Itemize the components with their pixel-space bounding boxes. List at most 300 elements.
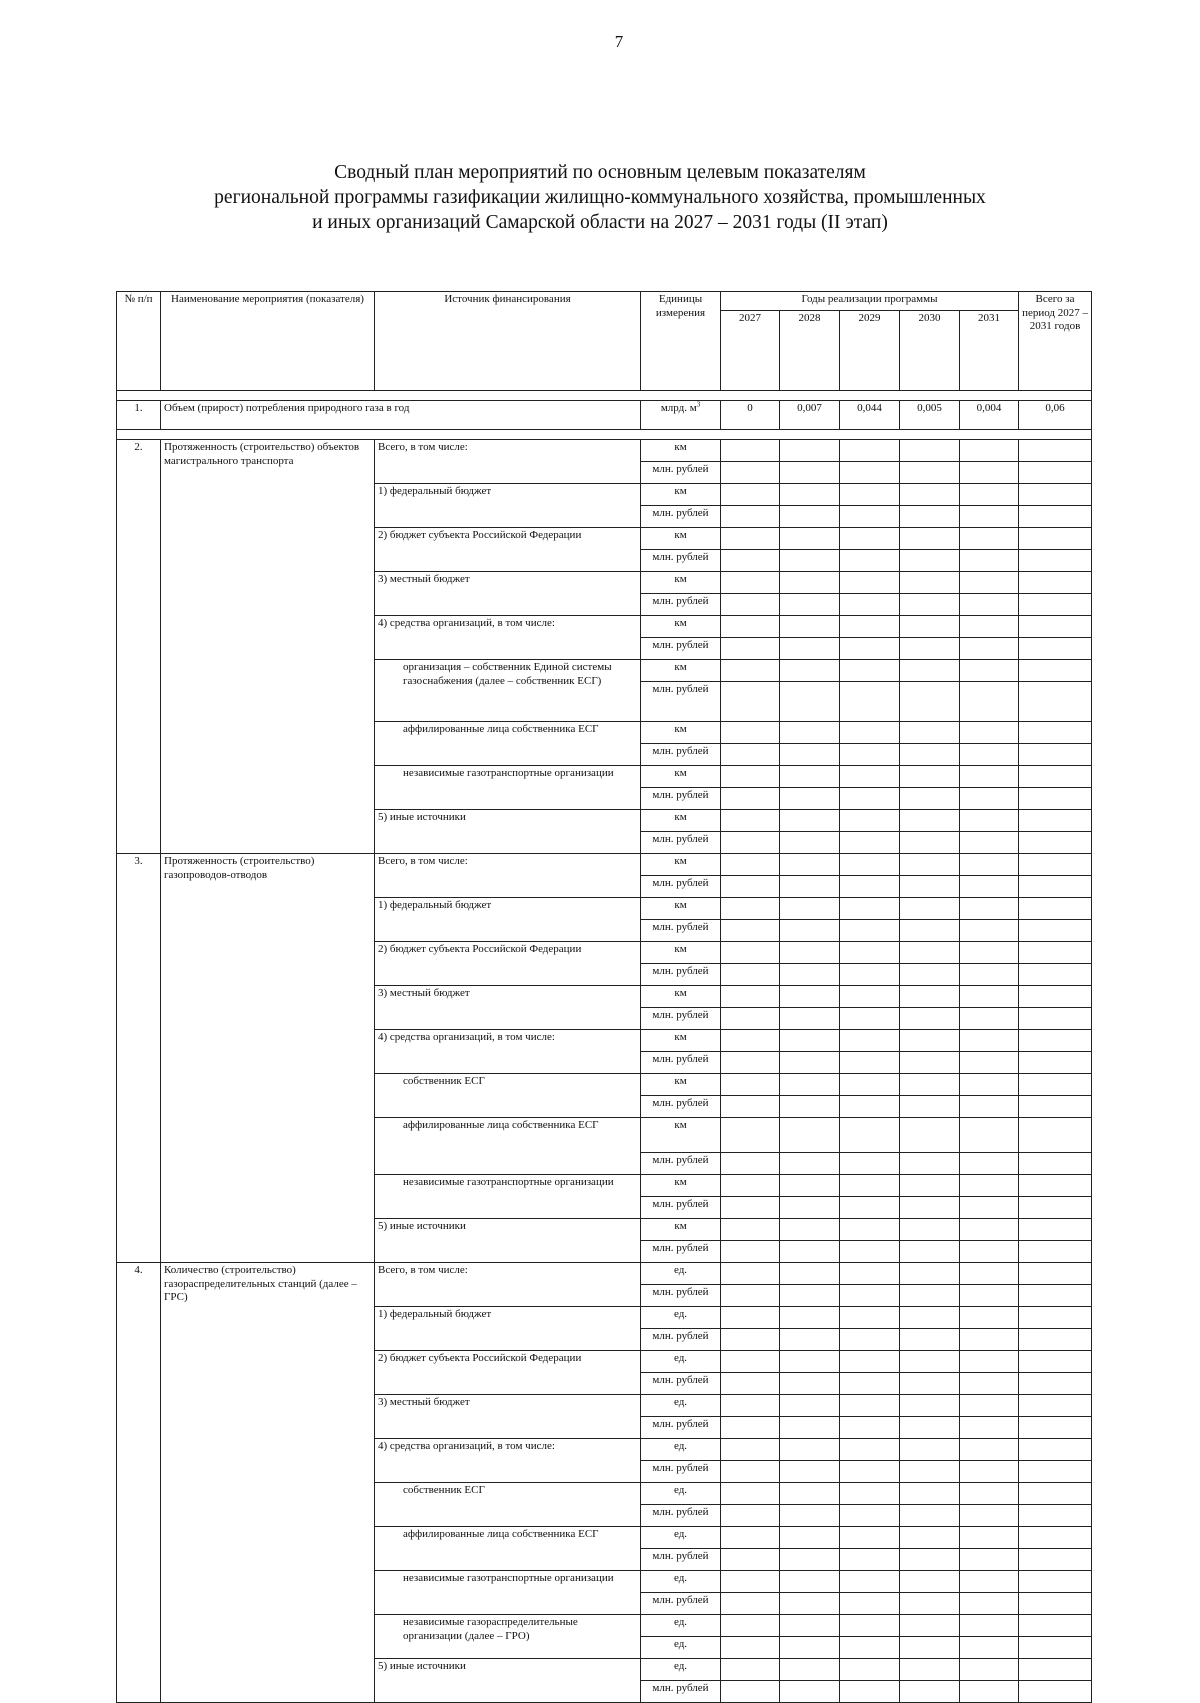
empty-value-cell xyxy=(721,506,780,528)
empty-value-cell xyxy=(960,986,1019,1008)
empty-value-cell xyxy=(780,1307,840,1329)
empty-value-cell xyxy=(1019,964,1092,986)
empty-value-cell xyxy=(960,832,1019,854)
empty-value-cell xyxy=(900,550,960,572)
empty-value-cell xyxy=(780,462,840,484)
unit-cell: ед. xyxy=(641,1351,721,1373)
empty-value-cell xyxy=(1019,854,1092,876)
source-total: Всего, в том числе: xyxy=(375,854,641,898)
empty-value-cell xyxy=(900,986,960,1008)
empty-value-cell xyxy=(840,1263,900,1285)
empty-value-cell xyxy=(721,1527,780,1549)
source-other: 5) иные источники xyxy=(375,810,641,854)
empty-value-cell xyxy=(900,1285,960,1307)
empty-value-cell xyxy=(721,1483,780,1505)
empty-value-cell xyxy=(1019,1571,1092,1593)
unit-cell: км xyxy=(641,616,721,638)
empty-value-cell xyxy=(1019,1219,1092,1241)
unit-cell: км xyxy=(641,1030,721,1052)
empty-value-cell xyxy=(900,1096,960,1118)
empty-value-cell xyxy=(900,1593,960,1615)
empty-value-cell xyxy=(840,744,900,766)
empty-value-cell xyxy=(1019,660,1092,682)
empty-value-cell xyxy=(900,1008,960,1030)
header-year: 2029 xyxy=(840,311,900,391)
empty-value-cell xyxy=(840,484,900,506)
empty-value-cell xyxy=(721,1351,780,1373)
empty-value-cell xyxy=(900,1263,960,1285)
empty-value-cell xyxy=(721,1417,780,1439)
empty-value-cell xyxy=(780,1096,840,1118)
empty-value-cell xyxy=(960,616,1019,638)
empty-value-cell xyxy=(1019,1549,1092,1571)
header-years-group: Годы реализации программы xyxy=(721,292,1019,311)
unit-cell: км xyxy=(641,942,721,964)
empty-value-cell xyxy=(780,660,840,682)
source-affiliated: аффилированные лица собственника ЕСГ xyxy=(375,1118,641,1175)
header-year: 2030 xyxy=(900,311,960,391)
source-gro: независимые газораспределительные организации (далее – ГРО) xyxy=(375,1615,641,1659)
empty-value-cell xyxy=(960,898,1019,920)
empty-value-cell xyxy=(900,1373,960,1395)
source-row xyxy=(117,1263,1092,1285)
unit-cell: млн. рублей xyxy=(641,744,721,766)
empty-value-cell xyxy=(900,1615,960,1637)
empty-value-cell xyxy=(840,1373,900,1395)
empty-value-cell xyxy=(780,1197,840,1219)
unit-cell: млн. рублей xyxy=(641,788,721,810)
unit-cell: км xyxy=(641,1118,721,1153)
empty-value-cell xyxy=(1019,744,1092,766)
empty-value-cell xyxy=(960,942,1019,964)
plan-table xyxy=(116,291,1092,1703)
empty-value-cell xyxy=(1019,1285,1092,1307)
empty-value-cell xyxy=(780,964,840,986)
unit-cell: км xyxy=(641,1074,721,1096)
empty-value-cell xyxy=(960,1637,1019,1659)
empty-value-cell xyxy=(960,594,1019,616)
empty-value-cell xyxy=(780,788,840,810)
source-regional: 2) бюджет субъекта Российской Федерации xyxy=(375,942,641,986)
empty-value-cell xyxy=(840,1659,900,1681)
empty-value-cell xyxy=(780,440,840,462)
empty-value-cell xyxy=(1019,876,1092,898)
empty-value-cell xyxy=(1019,722,1092,744)
item-name: Протяженность (строительство) объектов магистрального транспорта xyxy=(161,440,375,854)
empty-value-cell xyxy=(1019,1008,1092,1030)
empty-value-cell xyxy=(900,528,960,550)
empty-value-cell xyxy=(1019,766,1092,788)
unit-cell: млн. рублей xyxy=(641,550,721,572)
empty-value-cell xyxy=(1019,616,1092,638)
value-2027: 0 xyxy=(721,401,780,430)
empty-value-cell xyxy=(721,1307,780,1329)
item-name: Протяженность (строительство) газопроводов-отводов xyxy=(161,854,375,1263)
empty-value-cell xyxy=(721,1373,780,1395)
unit-cell: млн. рублей xyxy=(641,1241,721,1263)
item-unit xyxy=(641,401,721,430)
empty-value-cell xyxy=(960,876,1019,898)
empty-value-cell xyxy=(840,898,900,920)
unit-cell: млн. рублей xyxy=(641,1096,721,1118)
empty-value-cell xyxy=(780,1175,840,1197)
empty-value-cell xyxy=(780,1505,840,1527)
empty-value-cell xyxy=(1019,1681,1092,1703)
empty-value-cell xyxy=(840,1351,900,1373)
empty-value-cell xyxy=(840,1307,900,1329)
item-num: 3. xyxy=(117,854,161,1263)
empty-value-cell xyxy=(721,1153,780,1175)
empty-value-cell xyxy=(1019,1461,1092,1483)
empty-value-cell xyxy=(721,1197,780,1219)
empty-value-cell xyxy=(900,766,960,788)
item-num: 1. xyxy=(117,401,161,430)
empty-value-cell xyxy=(840,1197,900,1219)
empty-value-cell xyxy=(721,484,780,506)
empty-value-cell xyxy=(840,1153,900,1175)
empty-value-cell xyxy=(780,1417,840,1439)
header-unit: Единицы измерения xyxy=(641,292,721,391)
empty-value-cell xyxy=(780,920,840,942)
empty-value-cell xyxy=(1019,572,1092,594)
empty-value-cell xyxy=(1019,1153,1092,1175)
empty-value-cell xyxy=(780,766,840,788)
empty-value-cell xyxy=(780,594,840,616)
header-year: 2028 xyxy=(780,311,840,391)
empty-value-cell xyxy=(840,1483,900,1505)
source-row xyxy=(117,854,1092,876)
empty-value-cell xyxy=(960,788,1019,810)
empty-value-cell xyxy=(780,1030,840,1052)
empty-value-cell xyxy=(900,1395,960,1417)
empty-value-cell xyxy=(780,1241,840,1263)
empty-value-cell xyxy=(721,682,780,722)
empty-value-cell xyxy=(840,1329,900,1351)
source-local: 3) местный бюджет xyxy=(375,572,641,616)
empty-value-cell xyxy=(1019,506,1092,528)
empty-value-cell xyxy=(780,550,840,572)
empty-value-cell xyxy=(721,528,780,550)
empty-value-cell xyxy=(721,1505,780,1527)
empty-value-cell xyxy=(960,1219,1019,1241)
unit-cell: ед. xyxy=(641,1483,721,1505)
empty-value-cell xyxy=(721,1659,780,1681)
unit-cell: км xyxy=(641,440,721,462)
source-federal: 1) федеральный бюджет xyxy=(375,484,641,528)
empty-value-cell xyxy=(840,616,900,638)
empty-value-cell xyxy=(1019,920,1092,942)
source-orgs: 4) средства организаций, в том числе: xyxy=(375,1439,641,1483)
unit-cell: км xyxy=(641,810,721,832)
title-line-3: и иных организаций Самарской области на 2027 – 2031 годы (II этап) xyxy=(312,212,888,233)
empty-value-cell xyxy=(721,766,780,788)
empty-value-cell xyxy=(1019,1527,1092,1549)
source-owner: собственник ЕСГ xyxy=(375,1483,641,1527)
empty-value-cell xyxy=(900,1175,960,1197)
unit-cell: млн. рублей xyxy=(641,1461,721,1483)
spacer-row xyxy=(117,430,1092,440)
item-name: Количество (строительство) газораспределительных станций (далее – ГРС) xyxy=(161,1263,375,1703)
empty-value-cell xyxy=(840,1285,900,1307)
empty-value-cell xyxy=(840,550,900,572)
empty-value-cell xyxy=(721,440,780,462)
empty-value-cell xyxy=(721,1008,780,1030)
empty-value-cell xyxy=(960,484,1019,506)
source-row xyxy=(117,440,1092,462)
empty-value-cell xyxy=(900,1074,960,1096)
unit-cell: млн. рублей xyxy=(641,1681,721,1703)
unit-cell: млн. рублей xyxy=(641,1197,721,1219)
empty-value-cell xyxy=(721,920,780,942)
unit-cell: км xyxy=(641,986,721,1008)
empty-value-cell xyxy=(780,1549,840,1571)
unit-cell: км xyxy=(641,854,721,876)
empty-value-cell xyxy=(1019,832,1092,854)
unit-cell: млн. рублей xyxy=(641,876,721,898)
empty-value-cell xyxy=(721,1096,780,1118)
empty-value-cell xyxy=(840,1395,900,1417)
empty-value-cell xyxy=(780,572,840,594)
empty-value-cell xyxy=(960,1241,1019,1263)
empty-value-cell xyxy=(840,1461,900,1483)
empty-value-cell xyxy=(1019,1197,1092,1219)
empty-value-cell xyxy=(721,1175,780,1197)
empty-value-cell xyxy=(721,1118,780,1153)
empty-value-cell xyxy=(960,722,1019,744)
empty-value-cell xyxy=(840,788,900,810)
empty-value-cell xyxy=(840,1219,900,1241)
unit-cell: млн. рублей xyxy=(641,964,721,986)
empty-value-cell xyxy=(900,572,960,594)
empty-value-cell xyxy=(1019,1307,1092,1329)
empty-value-cell xyxy=(900,1461,960,1483)
empty-value-cell xyxy=(780,1461,840,1483)
empty-value-cell xyxy=(780,1074,840,1096)
empty-value-cell xyxy=(900,594,960,616)
empty-value-cell xyxy=(960,550,1019,572)
empty-value-cell xyxy=(840,682,900,722)
empty-value-cell xyxy=(840,1118,900,1153)
empty-value-cell xyxy=(840,572,900,594)
empty-value-cell xyxy=(780,832,840,854)
empty-value-cell xyxy=(840,920,900,942)
source-regional: 2) бюджет субъекта Российской Федерации xyxy=(375,1351,641,1395)
empty-value-cell xyxy=(960,1153,1019,1175)
empty-value-cell xyxy=(780,1351,840,1373)
value-2028: 0,007 xyxy=(780,401,840,430)
empty-value-cell xyxy=(1019,1483,1092,1505)
empty-value-cell xyxy=(1019,440,1092,462)
empty-value-cell xyxy=(840,638,900,660)
empty-value-cell xyxy=(721,462,780,484)
empty-value-cell xyxy=(780,1637,840,1659)
unit-cell: км xyxy=(641,484,721,506)
empty-value-cell xyxy=(780,616,840,638)
source-local: 3) местный бюджет xyxy=(375,1395,641,1439)
empty-value-cell xyxy=(900,1439,960,1461)
empty-value-cell xyxy=(840,440,900,462)
empty-value-cell xyxy=(1019,682,1092,722)
unit-cell: млн. рублей xyxy=(641,1505,721,1527)
empty-value-cell xyxy=(780,682,840,722)
empty-value-cell xyxy=(960,1483,1019,1505)
source-independent: независимые газотранспортные организации xyxy=(375,1175,641,1219)
empty-value-cell xyxy=(780,1615,840,1637)
empty-value-cell xyxy=(900,964,960,986)
empty-value-cell xyxy=(900,1241,960,1263)
empty-value-cell xyxy=(840,1241,900,1263)
empty-value-cell xyxy=(840,1505,900,1527)
empty-value-cell xyxy=(960,660,1019,682)
empty-value-cell xyxy=(960,1417,1019,1439)
empty-value-cell xyxy=(780,1681,840,1703)
header-name: Наименование мероприятия (показателя) xyxy=(161,292,375,391)
empty-value-cell xyxy=(900,722,960,744)
empty-value-cell xyxy=(780,1395,840,1417)
empty-value-cell xyxy=(780,942,840,964)
empty-value-cell xyxy=(1019,462,1092,484)
empty-value-cell xyxy=(960,528,1019,550)
empty-value-cell xyxy=(1019,788,1092,810)
source-affiliated: аффилированные лица собственника ЕСГ xyxy=(375,1527,641,1571)
source-other: 5) иные источники xyxy=(375,1219,641,1263)
empty-value-cell xyxy=(900,1681,960,1703)
empty-value-cell xyxy=(721,898,780,920)
empty-value-cell xyxy=(780,1527,840,1549)
empty-value-cell xyxy=(1019,1395,1092,1417)
empty-value-cell xyxy=(721,1549,780,1571)
empty-value-cell xyxy=(780,1571,840,1593)
empty-value-cell xyxy=(840,1615,900,1637)
unit-cell: км xyxy=(641,1175,721,1197)
value-2031: 0,004 xyxy=(960,401,1019,430)
empty-value-cell xyxy=(900,1118,960,1153)
empty-value-cell xyxy=(900,876,960,898)
empty-value-cell xyxy=(840,876,900,898)
empty-value-cell xyxy=(780,1329,840,1351)
empty-value-cell xyxy=(721,1593,780,1615)
source-total: Всего, в том числе: xyxy=(375,1263,641,1307)
page-number: 7 xyxy=(614,32,624,51)
unit-cell: км xyxy=(641,766,721,788)
empty-value-cell xyxy=(780,1285,840,1307)
value-total: 0,06 xyxy=(1019,401,1092,430)
unit-cell: ед. xyxy=(641,1307,721,1329)
source-orgs: 4) средства организаций, в том числе: xyxy=(375,616,641,660)
empty-value-cell xyxy=(1019,1263,1092,1285)
empty-value-cell xyxy=(780,1118,840,1153)
source-federal: 1) федеральный бюджет xyxy=(375,1307,641,1351)
title-line-1: Сводный план мероприятий по основным целевым показателям xyxy=(334,162,866,183)
empty-value-cell xyxy=(721,832,780,854)
empty-value-cell xyxy=(900,484,960,506)
empty-value-cell xyxy=(721,660,780,682)
empty-value-cell xyxy=(780,876,840,898)
empty-value-cell xyxy=(721,638,780,660)
empty-value-cell xyxy=(900,810,960,832)
unit-cell: млн. рублей xyxy=(641,1549,721,1571)
empty-value-cell xyxy=(721,1571,780,1593)
empty-value-cell xyxy=(780,1483,840,1505)
empty-value-cell xyxy=(1019,1241,1092,1263)
header-year: 2031 xyxy=(960,311,1019,391)
item-num: 4. xyxy=(117,1263,161,1703)
empty-value-cell xyxy=(960,810,1019,832)
empty-value-cell xyxy=(960,1118,1019,1153)
empty-value-cell xyxy=(960,744,1019,766)
unit-cell: млн. рублей xyxy=(641,1008,721,1030)
empty-value-cell xyxy=(1019,810,1092,832)
unit-cell: км xyxy=(641,528,721,550)
empty-value-cell xyxy=(840,1052,900,1074)
empty-value-cell xyxy=(900,1659,960,1681)
empty-value-cell xyxy=(721,1052,780,1074)
empty-value-cell xyxy=(721,1285,780,1307)
empty-value-cell xyxy=(900,1307,960,1329)
unit-cell: млн. рублей xyxy=(641,462,721,484)
empty-value-cell xyxy=(780,854,840,876)
empty-value-cell xyxy=(721,788,780,810)
empty-value-cell xyxy=(1019,1052,1092,1074)
empty-value-cell xyxy=(840,1417,900,1439)
empty-value-cell xyxy=(721,722,780,744)
empty-value-cell xyxy=(840,506,900,528)
empty-value-cell xyxy=(840,1008,900,1030)
empty-value-cell xyxy=(780,484,840,506)
empty-value-cell xyxy=(960,1593,1019,1615)
item-num: 2. xyxy=(117,440,161,854)
empty-value-cell xyxy=(721,1681,780,1703)
empty-value-cell xyxy=(1019,1175,1092,1197)
empty-value-cell xyxy=(1019,942,1092,964)
empty-value-cell xyxy=(960,1373,1019,1395)
empty-value-cell xyxy=(960,1263,1019,1285)
empty-value-cell xyxy=(721,572,780,594)
unit-cell: млн. рублей xyxy=(641,832,721,854)
empty-value-cell xyxy=(721,550,780,572)
empty-value-cell xyxy=(721,1395,780,1417)
empty-value-cell xyxy=(1019,1417,1092,1439)
empty-value-cell xyxy=(900,1351,960,1373)
empty-value-cell xyxy=(780,898,840,920)
empty-value-cell xyxy=(900,616,960,638)
empty-value-cell xyxy=(900,682,960,722)
empty-value-cell xyxy=(1019,1615,1092,1637)
empty-value-cell xyxy=(840,722,900,744)
empty-value-cell xyxy=(900,788,960,810)
empty-value-cell xyxy=(721,1461,780,1483)
empty-value-cell xyxy=(721,942,780,964)
empty-value-cell xyxy=(900,920,960,942)
empty-value-cell xyxy=(1019,1659,1092,1681)
empty-value-cell xyxy=(900,506,960,528)
empty-value-cell xyxy=(780,1659,840,1681)
empty-value-cell xyxy=(780,986,840,1008)
unit-cell: км xyxy=(641,572,721,594)
empty-value-cell xyxy=(840,1593,900,1615)
empty-value-cell xyxy=(960,1197,1019,1219)
empty-value-cell xyxy=(780,1008,840,1030)
empty-value-cell xyxy=(721,876,780,898)
item1-row xyxy=(117,401,1092,430)
empty-value-cell xyxy=(721,810,780,832)
empty-value-cell xyxy=(900,1527,960,1549)
unit-cell: ед. xyxy=(641,1263,721,1285)
empty-value-cell xyxy=(780,1373,840,1395)
source-independent: независимые газотранспортные организации xyxy=(375,1571,641,1615)
unit-cell: ед. xyxy=(641,1571,721,1593)
empty-value-cell xyxy=(960,1030,1019,1052)
